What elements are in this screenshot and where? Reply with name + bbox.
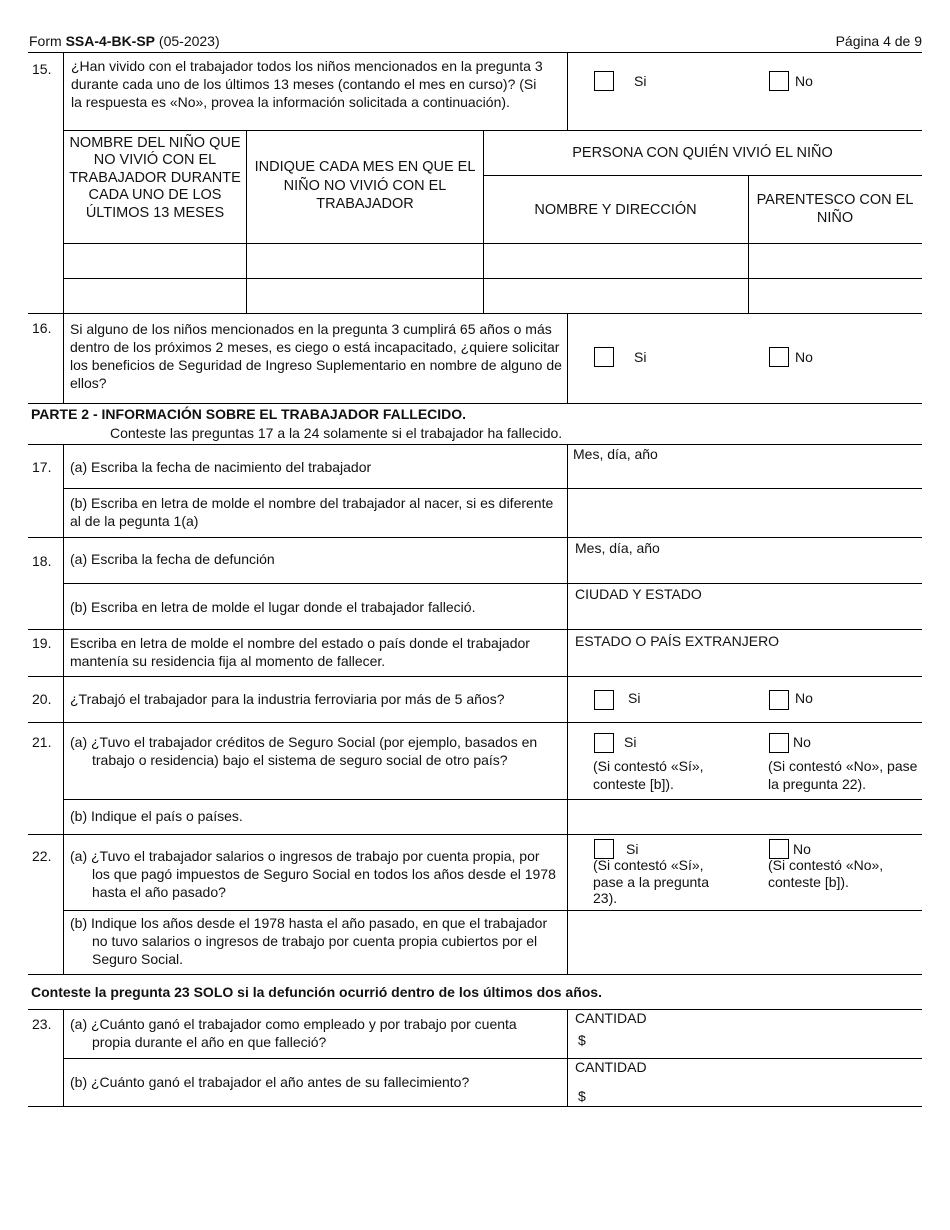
q20-no-checkbox[interactable] bbox=[769, 690, 789, 710]
q19-number: 19. bbox=[32, 635, 52, 651]
q18a-question: (a) Escriba la fecha de defunción bbox=[70, 551, 275, 567]
q15-col-relationship: PARENTESCO CON EL NIÑO bbox=[756, 192, 914, 226]
q15-yes-checkbox[interactable] bbox=[594, 71, 614, 91]
q16-yes-checkbox[interactable] bbox=[594, 347, 614, 367]
q23a-amount-input[interactable] bbox=[592, 1030, 918, 1054]
part2-title: PARTE 2 - INFORMACIÓN SOBRE EL TRABAJADOR FALLECIDO. bbox=[31, 406, 467, 422]
q23a-amount-label: CANTIDAD bbox=[575, 1010, 647, 1026]
q19-state-country-label: ESTADO O PAÍS EXTRANJERO bbox=[575, 633, 780, 649]
q22-yes-label: Si bbox=[626, 841, 639, 857]
q15-col-name-address: NOMBRE Y DIRECCIÓN bbox=[534, 202, 697, 218]
form-prefix: Form bbox=[29, 33, 62, 49]
q22-no-checkbox[interactable] bbox=[769, 839, 789, 859]
q22b-years-input[interactable] bbox=[568, 911, 922, 973]
q21-yes-label: Si bbox=[624, 734, 637, 750]
q16-no-checkbox[interactable] bbox=[769, 347, 789, 367]
q16-question: Si alguno de los niños mencionados en la pregunta 3 cumplirá 65 años o más dentro de los próximos 2 meses, es ciego o está incapacitado, ¿quiere solicitar los beneficios de Seguridad de Ingreso Suplementario en nombre de alguno de ellos? bbox=[70, 321, 562, 391]
form-header bbox=[29, 32, 220, 50]
q17b-question: (b) Escriba en letra de molde el nombre del trabajador al nacer, si es diferente al de la pegunta 1(a) bbox=[70, 495, 554, 529]
q23-number: 23. bbox=[32, 1016, 52, 1032]
q15-number: 15. bbox=[32, 61, 52, 77]
q22-no-note: (Si contestó «No», conteste [b]). bbox=[768, 857, 884, 890]
q22a-question: (a) ¿Tuvo el trabajador salarios o ingresos de trabajo por cuenta propia, por los que pagó impuestos de Seguro Social en todos los años desde el 1978 hasta el año pasado? bbox=[70, 848, 556, 900]
q15-col-months: INDIQUE CADA MES EN QUE EL NIÑO NO VIVIÓ CON EL TRABAJADOR bbox=[254, 159, 476, 212]
q21b-question: (b) Indique el país o países. bbox=[70, 808, 243, 824]
q23b-dollar-sign: $ bbox=[578, 1088, 586, 1104]
q17a-date-label: Mes, día, año bbox=[573, 446, 658, 462]
q21-yes-note: (Si contestó «Sí», conteste [b]). bbox=[593, 758, 704, 792]
q20-number: 20. bbox=[32, 691, 52, 707]
q15-col-group-person: PERSONA CON QUIÉN VIVIÓ EL NIÑO bbox=[572, 145, 833, 161]
q16-number: 16. bbox=[32, 320, 52, 336]
q15-row1-child-name[interactable] bbox=[64, 244, 246, 278]
q22-number: 22. bbox=[32, 848, 52, 864]
q23b-question: (b) ¿Cuánto ganó el trabajador el año antes de su fallecimiento? bbox=[70, 1074, 470, 1090]
q15-row2-relationship[interactable] bbox=[749, 279, 922, 313]
q21-no-label: No bbox=[793, 734, 811, 750]
q17a-birth-date-input[interactable] bbox=[568, 463, 922, 487]
q15-no-label: No bbox=[795, 73, 813, 89]
q15-question: ¿Han vivido con el trabajador todos los niños mencionados en la pregunta 3 durante cada uno de los últimos 13 meses (contando el mes en curso)? (Si la respuesta es «No», provea la información solicitada a continuación). bbox=[71, 58, 543, 110]
q17-number: 17. bbox=[32, 459, 52, 475]
q16-yes-label: Si bbox=[634, 349, 647, 365]
q23b-amount-input[interactable] bbox=[592, 1080, 918, 1104]
q23a-dollar-sign: $ bbox=[578, 1032, 586, 1048]
q18b-city-state-label: CIUDAD Y ESTADO bbox=[575, 586, 702, 602]
q18b-place-input[interactable] bbox=[568, 603, 922, 628]
q15-row2-months[interactable] bbox=[247, 279, 483, 313]
q15-row1-name-address[interactable] bbox=[484, 244, 748, 278]
q19-residence-input[interactable] bbox=[568, 650, 922, 675]
q21-no-checkbox[interactable] bbox=[769, 733, 789, 753]
q21b-countries-input[interactable] bbox=[568, 800, 922, 833]
q15-row1-months[interactable] bbox=[247, 244, 483, 278]
q20-yes-label: Si bbox=[628, 690, 641, 706]
form-date: (05-2023) bbox=[158, 33, 220, 49]
q16-no-label: No bbox=[795, 349, 813, 365]
q22-no-label: No bbox=[793, 841, 811, 857]
q23b-amount-label: CANTIDAD bbox=[575, 1059, 647, 1075]
q18-number: 18. bbox=[32, 553, 52, 569]
q21-yes-checkbox[interactable] bbox=[594, 733, 614, 753]
q21-number: 21. bbox=[32, 734, 52, 750]
q20-no-label: No bbox=[795, 690, 813, 706]
q21-no-note: (Si contestó «No», pase la pregunta 22). bbox=[768, 758, 918, 792]
part2-subtitle: Conteste las preguntas 17 a la 24 solamente si el trabajador ha fallecido. bbox=[110, 425, 563, 441]
q18a-death-date-input[interactable] bbox=[568, 557, 922, 582]
q18a-date-label: Mes, día, año bbox=[575, 540, 660, 556]
q18b-question: (b) Escriba en letra de molde el lugar donde el trabajador falleció. bbox=[70, 599, 476, 615]
q17a-question: (a) Escriba la fecha de nacimiento del trabajador bbox=[70, 459, 372, 475]
q22b-question: (b) Indique los años desde el 1978 hasta el año pasado, en que el trabajador no tuvo salarios o ingresos de trabajo por cuenta propia cubiertos por el Seguro Social. bbox=[70, 915, 548, 967]
q23-instruction: Conteste la pregunta 23 SOLO si la defunción ocurrió dentro de los últimos dos años. bbox=[31, 984, 602, 1000]
q23a-question: (a) ¿Cuánto ganó el trabajador como empleado y por trabajo por cuenta propia durante el año en que falleció? bbox=[70, 1016, 517, 1050]
page-number: Página 4 de 9 bbox=[835, 33, 922, 49]
q17b-birth-name-input[interactable] bbox=[568, 489, 922, 537]
q20-question: ¿Trabajó el trabajador para la industria ferroviaria por más de 5 años? bbox=[70, 691, 505, 707]
q15-yes-label: Si bbox=[634, 73, 647, 89]
q15-col-child-name: NOMBRE DEL NIÑO QUE NO VIVIÓ CON EL TRABAJADOR DURANTE CADA UNO DE LOS ÚLTIMOS 13 MESES bbox=[69, 135, 241, 221]
q15-row2-name-address[interactable] bbox=[484, 279, 748, 313]
q21a-question: (a) ¿Tuvo el trabajador créditos de Seguro Social (por ejemplo, basados en trabajo o residencia) bajo el sistema de seguro social de otro país? bbox=[70, 734, 538, 768]
q22-yes-note: (Si contestó «Sí», pase a la pregunta 23). bbox=[593, 857, 709, 906]
q15-no-checkbox[interactable] bbox=[769, 71, 789, 91]
q15-row2-child-name[interactable] bbox=[64, 279, 246, 313]
q22-yes-checkbox[interactable] bbox=[594, 839, 614, 859]
q15-row1-relationship[interactable] bbox=[749, 244, 922, 278]
form-id: SSA-4-BK-SP bbox=[65, 33, 156, 49]
q20-yes-checkbox[interactable] bbox=[594, 690, 614, 710]
q19-question: Escriba en letra de molde el nombre del estado o país donde el trabajador mantenía su residencia fija al momento de fallecer. bbox=[70, 635, 530, 669]
